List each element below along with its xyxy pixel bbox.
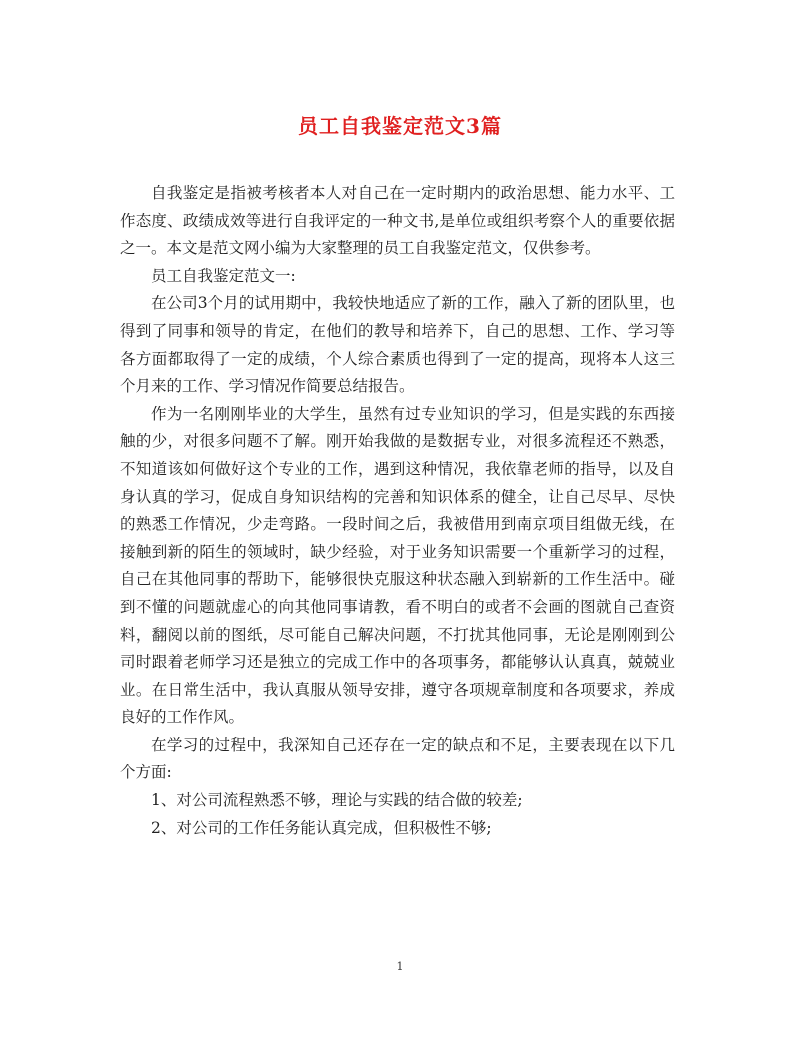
body-paragraph: 作为一名刚刚毕业的大学生，虽然有过专业知识的学习，但是实践的东西接触的少，对很多问题不了解。刚开始我做的是数据专业，对很多流程还不熟悉，不知道该如何做好这个专业的工作，遇到这种情况，我依靠老师的指导，以及自身认真的学习，促成自身知识结构的完善和知识体系的健全，让自己尽早、尽快的熟悉工作情况，少走弯路。一段时间之后，我被借用到南京项目组做无线，在接触到新的陌生的领域时，缺少经验，对于业务知识需要一个重新学习的过程，自己在其他同事的帮助下，能够很快克服这种状态融入到崭新的工作生活中。碰到不懂的问题就虚心的向其他同事请教，看不明白的或者不会画的图就自己查资料，翻阅以前的图纸，尽可能自己解决问题，不打扰其他同事，无论是刚刚到公司时跟着老师学习还是独立的完成工作中的各项事务，都能够认认真真，兢兢业业。在日常生活中，我认真服从领导安排，遵守各项规章制度和各项要求，养成良好的工作作风。 bbox=[120, 404, 675, 727]
document-title: 员工自我鉴定范文3篇 bbox=[298, 114, 502, 138]
document-body bbox=[120, 180, 675, 842]
list-item: 1、对公司流程熟悉不够，理论与实践的结合做的较差; bbox=[151, 791, 523, 810]
body-paragraph: 在公司3个月的试用期中，我较快地适应了新的工作，融入了新的团队里，也得到了同事和领导的肯定，在他们的教导和培养下，自己的思想、工作、学习等各方面都取得了一定的成绩，个人综合素质也得到了一定的提高，现将本人这三个月来的工作、学习情况作简要总结报告。 bbox=[120, 294, 675, 396]
list-item: 2、对公司的工作任务能认真完成，但积极性不够; bbox=[151, 818, 492, 837]
intro-paragraph: 自我鉴定是指被考核者本人对自己在一定时期内的政治思想、能力水平、工作态度、政绩成效等进行自我评定的一种文书,是单位或组织考察个人的重要依据之一。本文是范文网小编为大家整理的员工自我鉴定范文，仅供参考。 bbox=[120, 184, 675, 258]
body-paragraph: 在学习的过程中，我深知自己还存在一定的缺点和不足，主要表现在以下几个方面: bbox=[120, 735, 675, 782]
section-heading: 员工自我鉴定范文一: bbox=[151, 266, 296, 285]
page-number: 1 bbox=[396, 960, 404, 973]
